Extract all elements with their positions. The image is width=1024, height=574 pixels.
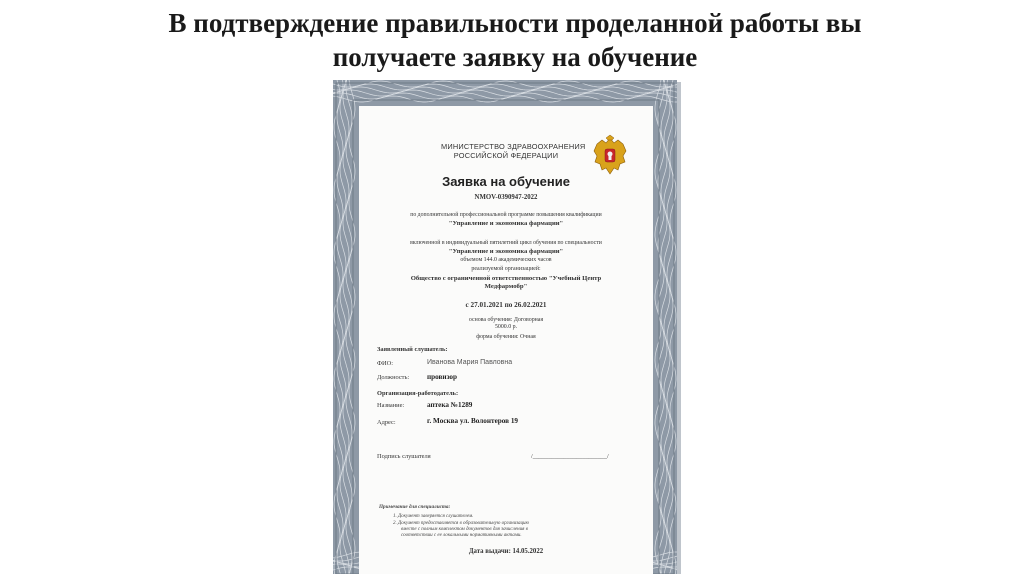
ministry-line-1: МИНИСТЕРСТВО ЗДРАВООХРАНЕНИЯ [441, 142, 586, 151]
note-2: 2. Документ предоставляется в образовательную организацию [393, 521, 530, 526]
training-period: с 27.01.2021 по 26.02.2021 [465, 301, 547, 309]
listener-header: Заявленный слушатель: [377, 346, 448, 353]
notes-header: Примечание для специалиста: [379, 504, 451, 510]
employer-header: Организация-работодатель: [377, 390, 459, 397]
slide-title-line-1: В подтверждение правильности проделанной работы вы [168, 8, 862, 38]
cycle-intro: включенной в индивидуальный пятилетний цикл обучения по специальности [410, 240, 602, 246]
employer-name-value: аптека №1289 [427, 401, 473, 409]
address-value: г. Москва ул. Волонтеров 19 [427, 417, 519, 425]
signature-label: Подпись слушателя [377, 453, 431, 460]
certificate-paper [359, 106, 653, 574]
slide-title-line-2: получаете заявку на обучение [332, 42, 698, 72]
program-intro: по дополнительной профессиональной программе повышения квалификации [410, 212, 602, 218]
org-name-line-1: Общество с ограниченной ответственностью "Учебный Центр [410, 275, 602, 282]
training-basis: основа обучения: Договорная [468, 317, 544, 323]
position-label: Должность: [377, 374, 410, 381]
specialty-name: "Управление и экономика фармации" [448, 248, 564, 255]
fio-value: Иванова Мария Павловна [427, 359, 513, 366]
fio-label: ФИО: [377, 360, 394, 367]
hours-volume: объемом 144.0 академических часов [460, 257, 552, 263]
address-label: Адрес: [377, 419, 396, 426]
note-2-end: соответствии с ее локальными нормативными актами. [401, 533, 522, 538]
position-value: провизор [427, 373, 458, 381]
training-price: 5000.0 р. [494, 324, 518, 330]
employer-name-label: Название: [377, 402, 405, 409]
ministry-heading [441, 142, 586, 160]
note-1: 1. Документ заверяется слушателем. [393, 514, 474, 519]
program-name: "Управление и экономика фармации" [448, 220, 564, 227]
issue-date: Дата выдачи: 14.05.2022 [468, 548, 544, 555]
signature-line: /________________________/ [531, 453, 609, 460]
document-number: NMOV-0390947-2022 [474, 194, 538, 201]
document-title: Заявка на обучение [442, 174, 570, 189]
slide-title [150, 6, 880, 74]
certificate-image [333, 80, 677, 574]
ministry-line-2: РОССИЙСКОЙ ФЕДЕРАЦИИ [453, 150, 559, 160]
note-2-continued: вместе с полным комплектом документов для зачисления в [401, 527, 528, 532]
training-form: форма обучения: Очная [476, 334, 536, 340]
org-intro: реализуемой организацией: [471, 266, 541, 272]
org-name-line-2: Медфармобр" [484, 283, 528, 290]
russian-coat-of-arms-icon [591, 134, 629, 178]
